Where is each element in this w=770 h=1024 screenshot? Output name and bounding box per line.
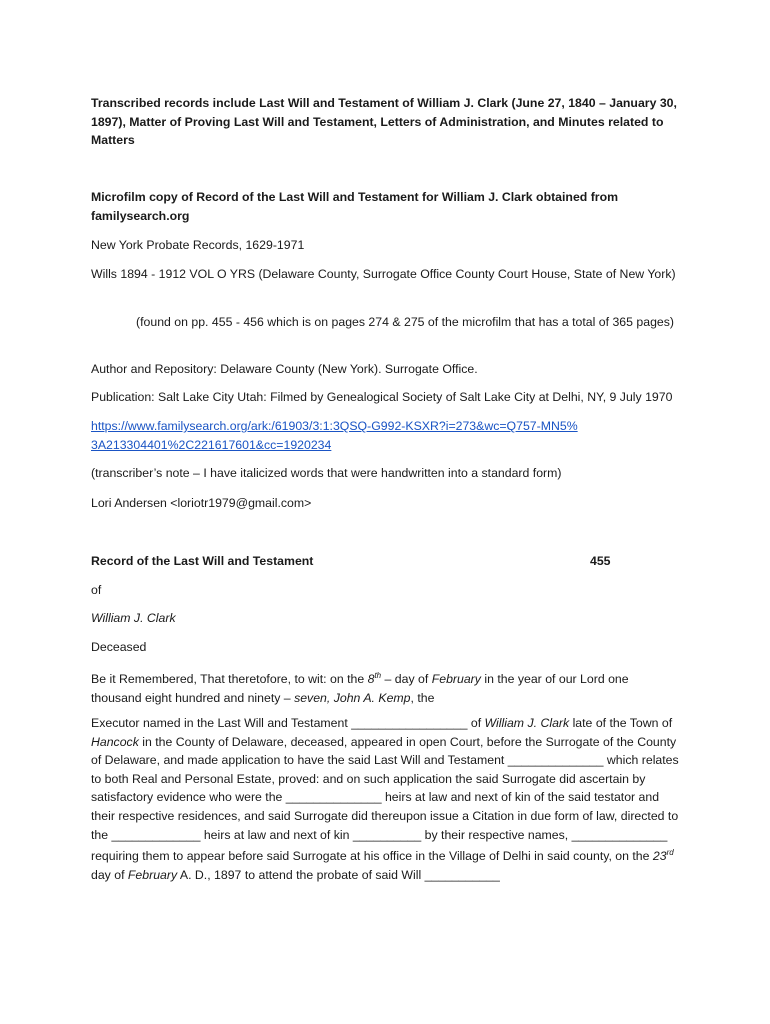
citation-month: February — [127, 867, 178, 882]
remembered-day: 8 — [367, 672, 375, 687]
transcriber-contact: Lori Andersen <loriotr1979@gmail.com> — [91, 496, 312, 510]
author-line: Author and Repository: Delaware County (New York). Surrogate Office. — [91, 362, 478, 376]
executor-town: Hancock — [91, 734, 139, 749]
citation-day: 23 — [652, 849, 667, 864]
remembered-month: February — [431, 672, 481, 687]
found-on-line: (found on pp. 455 - 456 which is on pages 274 & 275 of the microfilm that has a total of 365 pages) — [136, 315, 674, 329]
collection-line: New York Probate Records, 1629-1971 — [91, 238, 305, 252]
publication-line: Publication: Salt Lake City Utah: Filmed by Genealogical Society of Salt Lake City at Delhi, NY, 9 July 1970 — [91, 390, 673, 404]
page-number: 455 — [590, 554, 611, 568]
remembered-text-1: Be it Remembered, That theretofore, to wit: on the — [91, 672, 368, 687]
executor-testator-name: William J. Clark — [484, 716, 570, 730]
intro-heading: Transcribed records include Last Will and Testament of William J. Clark (June 27, 1840 – January 30, 1897), Matter of Proving Last Will and Testament, Letters of Administration, and Minutes related to Matters — [91, 96, 677, 148]
executor-text-5: A. D., 1897 to attend the probate of said Will ___________ — [177, 867, 500, 882]
wills-line: Wills 1894 - 1912 VOL O YRS (Delaware County, Surrogate Office County Court House, State of New York) — [91, 267, 676, 281]
deceased-name-text: William J. Clark — [91, 611, 176, 625]
executor-text-4: day of — [91, 867, 128, 882]
familysearch-link[interactable] — [91, 417, 581, 454]
record-of: of — [91, 583, 102, 597]
familysearch-url[interactable]: https://www.familysearch.org/ark:/61903/3:1:3QSQ-G992-KSXR?i=273&wc=Q757-MN5%3A213304401%2C221617601&cc=1920234 — [91, 419, 578, 452]
microfilm-prefix: Microfilm copy of — [91, 190, 197, 204]
remembered-paragraph — [91, 667, 681, 707]
microfilm-title: Record of the Last Will and Testament for William J. Clark — [196, 190, 533, 204]
executor-text-2: late of the Town of — [569, 716, 673, 730]
remembered-day-suffix: th — [374, 671, 382, 680]
transcriber-note: (transcriber’s note – I have italicized words that were handwritten into a standard form) — [91, 466, 562, 480]
remembered-year-executor: seven, John A. Kemp — [294, 690, 411, 705]
microfilm-source — [91, 188, 681, 225]
executor-text-1: Executor named in the Last Will and Testament _________________ of — [91, 716, 485, 730]
executor-text-3: in the County of Delaware, deceased, appeared in open Court, before the Surrogate of the County of Delaware, and made application to have the said Last Will and Testament ______________ which relates to both Real and Personal Estate, proved: and on such application the said Surrogate did ascertain by satisfactory evidence who were the ______________ heirs at law and next of kin of the said testator and their respective residences, and said Surrogate did thereupon issue a Citation in due form of law, directed to the _____________ heirs at law and next of kin __________ by their respective names, ______________ requiring them to appear before said Surrogate at his office in the Village of Delhi in said county, on the — [91, 734, 679, 864]
citation-day-suffix: rd — [666, 848, 674, 858]
microfilm-suffix: obtained from familysearch.org — [91, 190, 619, 223]
deceased-label: Deceased — [91, 640, 147, 654]
deceased-name — [91, 609, 681, 628]
remembered-text-4: , the — [410, 690, 435, 705]
remembered-text-3: in the year of our Lord one thousand eight hundred and ninety – — [91, 672, 629, 705]
record-title: Record of the Last Will and Testament — [91, 554, 314, 568]
remembered-text-2: – day of — [381, 672, 432, 687]
executor-paragraph — [91, 714, 681, 884]
